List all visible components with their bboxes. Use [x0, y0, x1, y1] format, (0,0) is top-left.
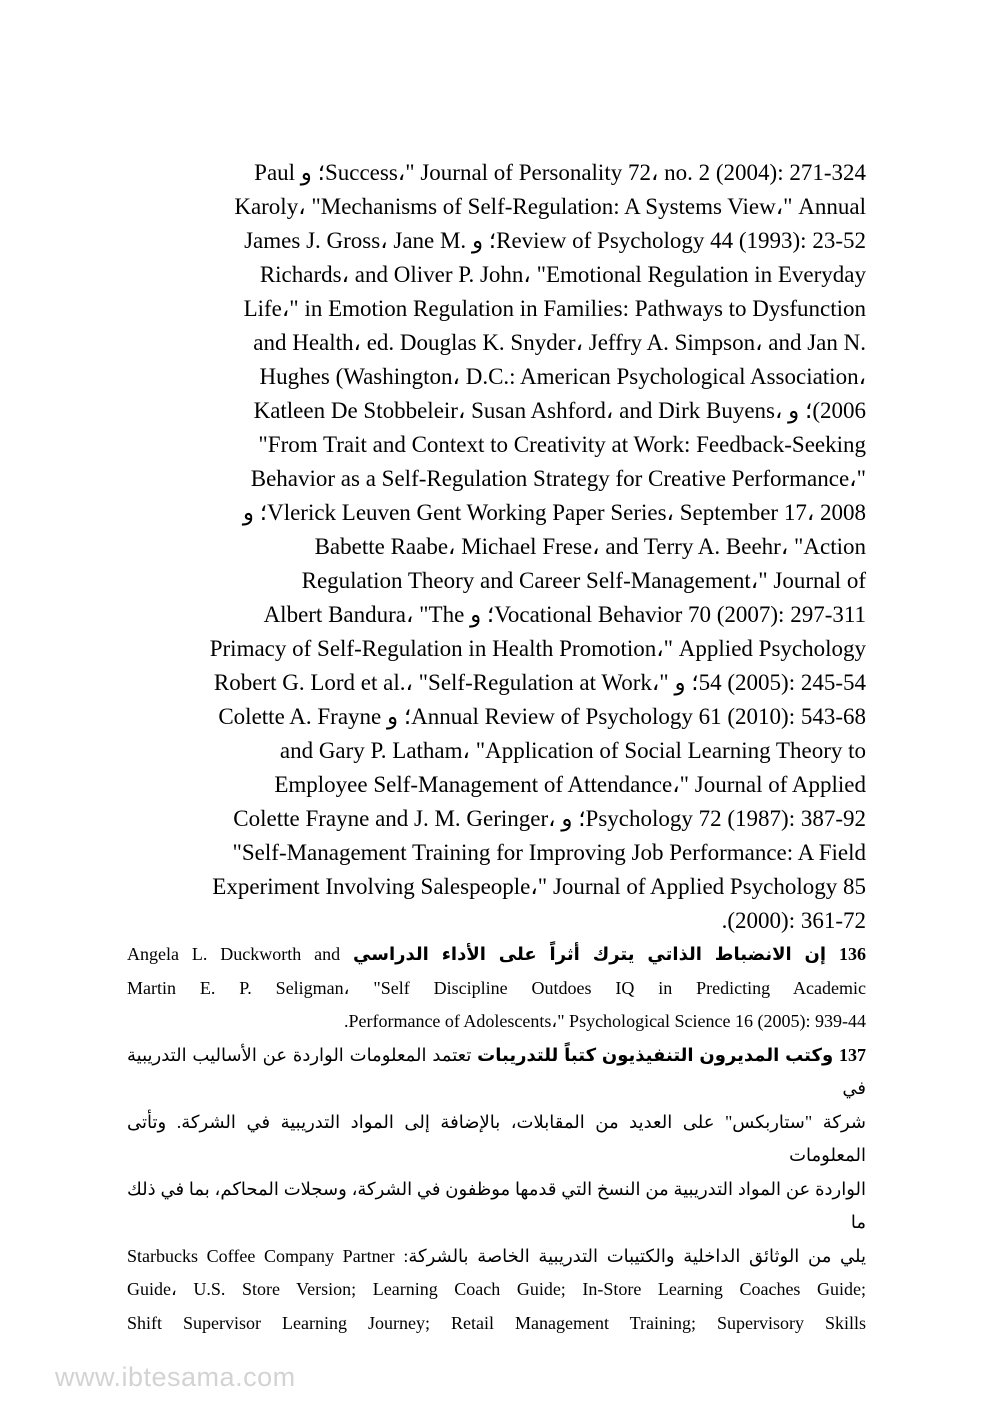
arabic-text-segment: ؛ و: [466, 228, 497, 253]
text-line: [127, 734, 866, 768]
latin-text-segment: Richards، and Oliver P. John، "Emotional Regulation in Everyday: [259, 262, 866, 287]
arabic-text-segment: ؛ و: [242, 500, 268, 525]
text-line: [127, 156, 866, 190]
arabic-text-segment: ؛ و: [782, 398, 813, 423]
arabic-text-segment: وكتب المديرون التنفيذيون كتباً للتدريبات: [471, 1044, 839, 1065]
arabic-text-segment: شركة "ستاربكس" على العديد من المقابلات، بالإضافة إلى المواد التدريبية في الشركة. وتأتى المعلومات: [127, 1111, 866, 1165]
text-line: [127, 700, 866, 734]
latin-text-segment: Albert Bandura، "The: [263, 602, 465, 627]
latin-text-segment: Review of Psychology 44 (1993): 23-52: [496, 228, 866, 253]
text-line: [127, 1307, 866, 1341]
arabic-text-segment: يلي من الوثائق الداخلية والكتيبات التدريبية الخاصة بالشركة:: [394, 1245, 866, 1266]
text-line: [127, 428, 866, 462]
latin-text-segment: James J. Gross، Jane M.: [244, 228, 467, 253]
latin-text-segment: Shift Supervisor Learning Journey; Retail Management Training; Supervisory Skills: [127, 1312, 866, 1333]
latin-text-segment: Angela L. Duckworth and: [127, 944, 341, 964]
latin-text-segment: Psychology 72 (1987): 387-92: [585, 806, 866, 831]
text-line: [127, 972, 866, 1006]
endnote-137: [127, 1039, 866, 1341]
text-line: [127, 564, 866, 598]
text-line: [127, 394, 866, 428]
latin-text-segment: Karoly، "Mechanisms of Self-Regulation: A Systems View،" Annual: [234, 194, 866, 219]
latin-text-segment: Vlerick Leuven Gent Working Paper Series، September 17، 2008: [267, 500, 866, 525]
text-line: [127, 496, 866, 530]
arabic-text-segment: ؛ و: [668, 670, 699, 695]
text-line: [127, 870, 866, 904]
latin-text-segment: and Gary P. Latham، "Application of Social Learning Theory to: [279, 738, 866, 763]
latin-text-segment: 54 (2005): 245-54: [698, 670, 866, 695]
text-line: [127, 938, 866, 972]
text-line: [127, 258, 866, 292]
latin-text-segment: Hughes (Washington، D.C.: American Psychological Association،: [259, 364, 866, 389]
latin-text-segment: Robert G. Lord et al.، "Self-Regulation at Work،": [213, 670, 669, 695]
latin-text-segment: "Self-Management Training for Improving Job Performance: A Field: [232, 840, 866, 865]
text-line: [127, 292, 866, 326]
text-line: [127, 360, 866, 394]
text-line: [127, 1240, 866, 1274]
latin-text-segment: "From Trait and Context to Creativity at Work: Feedback-Seeking: [258, 432, 866, 457]
text-line: [127, 1039, 866, 1106]
latin-text-segment: Vocational Behavior 70 (2007): 297-311: [494, 602, 866, 627]
page-text-area: [127, 156, 866, 1340]
arabic-text-segment: إن الانضباط الذاتي يترك أثراً على الأداء الدراسي: [340, 944, 839, 964]
endnote-136: [127, 938, 866, 1039]
latin-text-segment: Employee Self-Management of Attendance،" Journal of Applied: [274, 772, 866, 797]
latin-text-segment: Behavior as a Self-Regulation Strategy for Creative Performance،": [250, 466, 866, 491]
latin-text-segment: 136: [839, 944, 866, 964]
latin-text-segment: Performance of Adolescents،" Psychological Science 16 (2005): 939-44: [348, 1011, 866, 1031]
latin-text-segment: Colette Frayne and J. M. Geringer،: [233, 806, 556, 831]
text-line: [127, 530, 866, 564]
text-line: [127, 1173, 866, 1240]
watermark: www.ibtesama.com: [55, 1362, 296, 1392]
arabic-text-segment: تعتمد المعلومات الواردة عن الأساليب التدريبية في: [127, 1044, 866, 1098]
text-line: [127, 598, 866, 632]
arabic-text-segment: ؛ و: [295, 160, 325, 185]
latin-text-segment: Primacy of Self-Regulation in Health Promotion،" Applied Psychology: [209, 636, 866, 661]
arabic-text-segment: ؛ و: [464, 602, 495, 627]
text-line: [127, 632, 866, 666]
text-line: [127, 904, 866, 938]
latin-text-segment: Guide، U.S. Store Version; Learning Coach Guide; In-Store Learning Coaches Guide;: [127, 1279, 866, 1299]
latin-text-segment: Paul: [254, 160, 296, 185]
text-line: [127, 836, 866, 870]
latin-text-segment: (2006: [812, 398, 866, 423]
latin-text-segment: and Health، ed. Douglas K. Snyder، Jeffry A. Simpson، and Jan N.: [253, 330, 866, 355]
latin-text-segment: Regulation Theory and Career Self-Management،" Journal of: [301, 568, 866, 593]
arabic-text-segment: الواردة عن المواد التدريبية من النسخ التي قدمها موظفون في الشركة، وسجلات المحاكم، بما في ذلك ما: [127, 1178, 866, 1232]
latin-text-segment: 137: [839, 1044, 866, 1065]
latin-text-segment: Martin E. P. Seligman، "Self Discipline Outdoes IQ in Predicting Academic: [127, 977, 866, 998]
text-line: [127, 190, 866, 224]
text-line: [127, 802, 866, 836]
arabic-text-segment: .: [721, 908, 728, 933]
latin-text-segment: Colette A. Frayne: [218, 704, 382, 729]
text-line: [127, 768, 866, 802]
text-line: [127, 1106, 866, 1173]
text-line: [127, 666, 866, 700]
text-line: [127, 224, 866, 258]
latin-text-segment: Success،" Journal of Personality 72، no. 2 (2004): 271-324: [324, 160, 866, 185]
text-line: [127, 326, 866, 360]
latin-text-segment: Katleen De Stobbeleir، Susan Ashford، and Dirk Buyens،: [253, 398, 783, 423]
text-line: [127, 1273, 866, 1307]
latin-text-segment: (2000): 361-72: [727, 908, 866, 933]
latin-text-segment: Life،" in Emotion Regulation in Families: Pathways to Dysfunction: [243, 296, 866, 321]
latin-text-segment: Experiment Involving Salespeople،" Journal of Applied Psychology 85: [212, 874, 866, 899]
arabic-text-segment: .: [343, 1011, 349, 1031]
text-line: [127, 462, 866, 496]
text-line: [127, 1005, 866, 1039]
latin-text-segment: Babette Raabe، Michael Frese، and Terry A. Beehr، "Action: [314, 534, 866, 559]
arabic-text-segment: ؛ و: [381, 704, 412, 729]
endnote-continuation-block: [127, 156, 866, 938]
latin-text-segment: Annual Review of Psychology 61 (2010): 543-68: [411, 704, 866, 729]
latin-text-segment: Starbucks Coffee Company Partner: [127, 1245, 395, 1266]
arabic-text-segment: ؛ و: [555, 806, 586, 831]
